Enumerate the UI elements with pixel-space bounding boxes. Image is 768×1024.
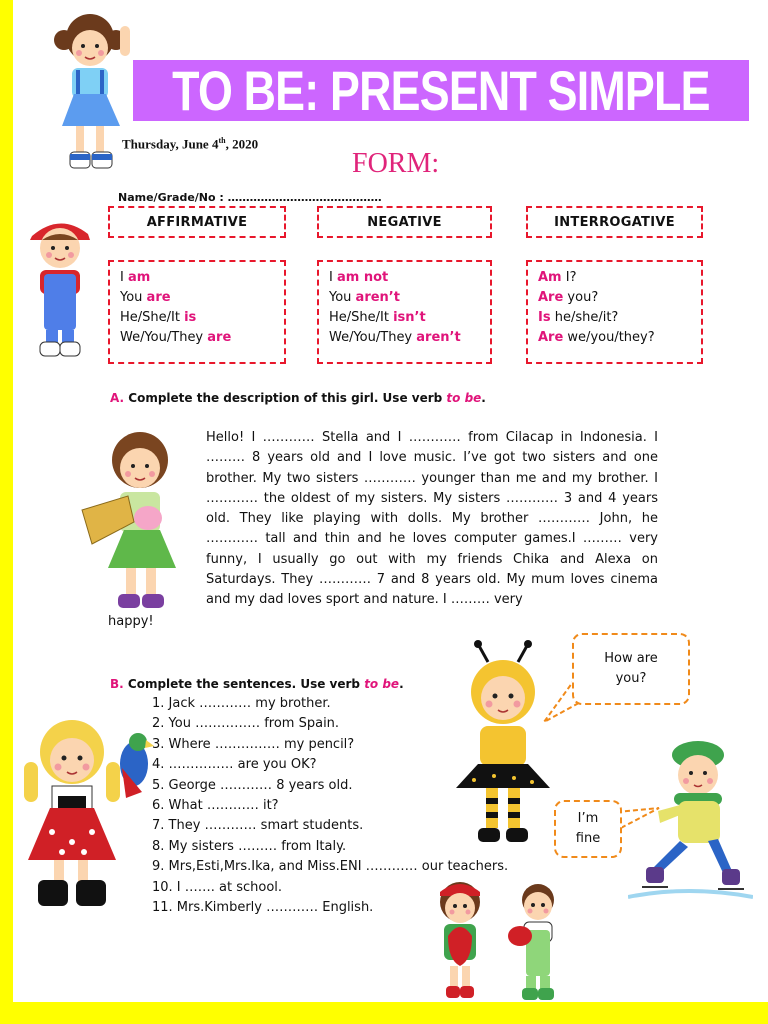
bottom-yellow-stripe: [0, 1002, 768, 1024]
negative-header: NEGATIVE: [317, 206, 492, 238]
speech-bubble-answer: I’m fine: [554, 800, 622, 858]
affirmative-box: [108, 260, 286, 364]
name-grade-no-line: Name/Grade/No : ……………………………………: [118, 191, 382, 204]
date-line: Thursday, June 4th, 2020: [122, 136, 259, 152]
affirmative-header: AFFIRMATIVE: [108, 206, 286, 238]
kids-with-strawberries-illustration: [420, 878, 580, 1006]
description-paragraph: Hello! I ………… Stella and I ………… from Cilacap in Indonesia. I ……… 8 years old and I love music. I’ve got two sisters and one brother. My two sisters ………… younger than me and my brother. I ………… the oldest of my sisters. My sisters ………… 3 and 4 years old. They like playing with dolls. My brother ………… John, he ………… tall and thin and he loves computer games.I ……… very funny, I usually go out with my friends Chika and Alexa on Saturdays. They ………… 7 and 8 years old. My mum loves cinema and my dad loves sport and nature. I ……… very: [206, 430, 658, 608]
interrogative-box: [526, 260, 703, 364]
rule-line: Am I?: [538, 270, 577, 285]
list-item: 2. You …………… from Spain.: [152, 716, 340, 732]
left-yellow-stripe: [0, 0, 13, 1024]
list-item: 4. …………… are you OK?: [152, 757, 317, 773]
list-item: 1. Jack ………… my brother.: [152, 696, 331, 711]
negative-box: [317, 260, 492, 364]
description-paragraph-end: happy!: [108, 614, 154, 629]
rule-line: He/She/It isn’t: [329, 310, 426, 325]
rule-line: Are you?: [538, 290, 599, 305]
girl-with-parrot-illustration: [14, 712, 156, 912]
rule-line: You aren’t: [329, 290, 400, 305]
list-item: 11. Mrs.Kimberly ………… English.: [152, 900, 374, 916]
rule-line: You are: [120, 290, 171, 305]
page-title: TO BE: PRESENT SIMPLE: [172, 59, 710, 122]
rule-line: I am not: [329, 270, 389, 285]
list-item: 3. Where …………… my pencil?: [152, 736, 355, 752]
list-item: 7. They ………… smart students.: [152, 818, 364, 834]
section-a-instruction: A. Complete the description of this girl. Use verb to be.: [110, 391, 486, 405]
boy-overalls-illustration: [20, 210, 100, 362]
list-item: 6. What ………… it?: [152, 798, 279, 814]
speech-bubble-question: How are you?: [572, 633, 690, 705]
list-item: 8. My sisters ……… from Italy.: [152, 838, 347, 854]
girl-waving-illustration: [40, 8, 140, 184]
rule-line: We/You/They aren’t: [329, 330, 461, 345]
rule-line: Is he/she/it?: [538, 310, 619, 325]
rule-line: I am: [120, 270, 151, 285]
interrogative-header: INTERROGATIVE: [526, 206, 703, 238]
title-banner: [133, 60, 749, 121]
list-item: 10. I ……. at school.: [152, 879, 283, 895]
girl-with-horn-illustration: [78, 426, 190, 616]
boy-ice-skating-illustration: [628, 735, 753, 905]
rule-line: We/You/They are: [120, 330, 232, 345]
rule-line: He/She/It is: [120, 310, 197, 325]
form-heading: FORM:: [352, 148, 440, 179]
list-item: 9. Mrs,Esti,Mrs.Ika, and Miss.ENI ………… our teachers.: [152, 859, 509, 875]
list-item: 5. George ………… 8 years old.: [152, 777, 353, 793]
section-b-instruction: B. Complete the sentences. Use verb to be.: [110, 677, 404, 691]
rule-line: Are we/you/they?: [538, 330, 655, 345]
